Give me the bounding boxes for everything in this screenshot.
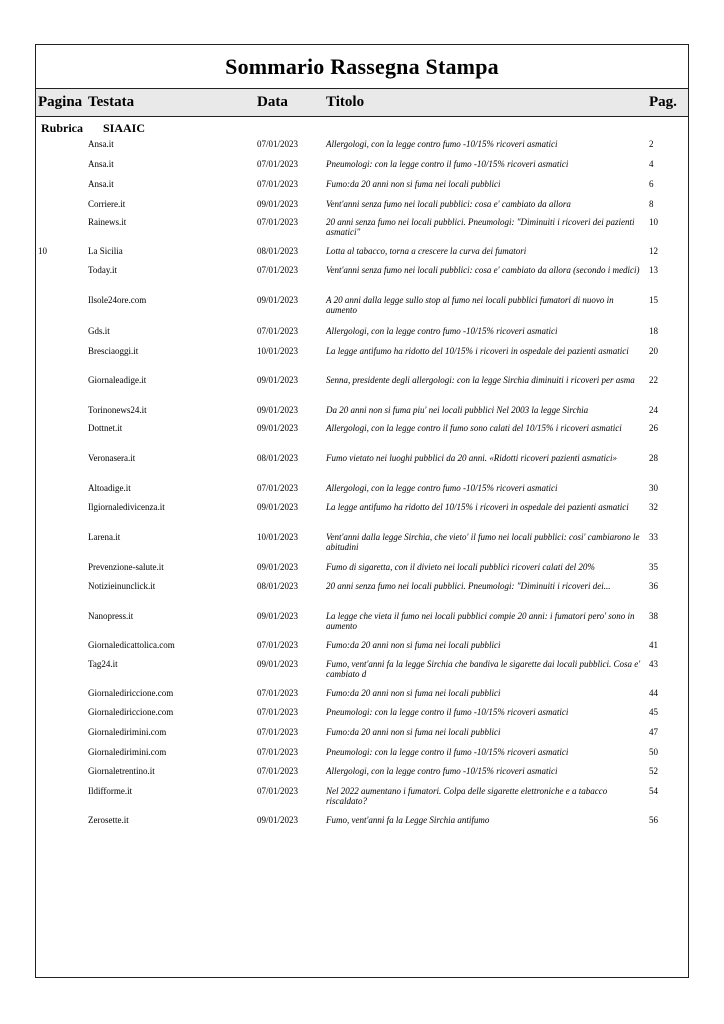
- row-testata: Giornaledicattolica.com: [88, 640, 175, 650]
- row-testata: Rainews.it: [88, 217, 127, 227]
- row-data: 09/01/2023: [257, 423, 299, 433]
- row-data: 09/01/2023: [257, 502, 299, 512]
- row-data: 09/01/2023: [257, 375, 299, 385]
- title-bar: [36, 45, 688, 89]
- row-pag: 15: [649, 295, 658, 305]
- row-titolo: Pneumologi: con la legge contro il fumo -10/15% ricoveri asmatici: [326, 707, 569, 717]
- row-pag: 24: [649, 405, 658, 415]
- row-titolo: Fumo:da 20 anni non si fuma nei locali pubblici: [326, 688, 501, 698]
- row-testata: Prevenzione-salute.it: [88, 562, 164, 572]
- row-titolo: Senna, presidente degli allergologi: con la legge Sirchia diminuiti i ricoveri per asma: [326, 375, 635, 385]
- row-pag: 30: [649, 483, 658, 493]
- row-pag: 35: [649, 562, 658, 572]
- row-pag: 22: [649, 375, 658, 385]
- row-testata: Ansa.it: [88, 159, 114, 169]
- row-titolo: Vent'anni dalla legge Sirchia, che vieto' il fumo nei locali pubblici: cosi' cambiarono le abitudini: [326, 532, 640, 552]
- row-titolo: Vent'anni senza fumo nei locali pubblici: cosa e' cambiato da allora: [326, 199, 571, 209]
- header-titolo: Titolo: [326, 94, 365, 110]
- row-testata: Giornaletrentino.it: [88, 766, 155, 776]
- row-pag: 10: [649, 217, 658, 227]
- row-data: 09/01/2023: [257, 295, 299, 305]
- row-pag: 56: [649, 815, 658, 825]
- row-titolo: Vent'anni senza fumo nei locali pubblici: cosa e' cambiato da allora (secondo i medici): [326, 265, 640, 275]
- row-data: 07/01/2023: [257, 159, 299, 169]
- row-titolo: Fumo vietato nei luoghi pubblici da 20 anni. «Ridotti ricoveri pazienti asmatici»: [326, 453, 617, 463]
- row-testata: Ansa.it: [88, 179, 114, 189]
- row-pag: 4: [649, 159, 654, 169]
- row-data: 10/01/2023: [257, 346, 299, 356]
- row-pag: 54: [649, 786, 658, 796]
- row-testata: Giornaledirimini.com: [88, 727, 167, 737]
- table-header: [36, 89, 688, 117]
- rubrica-name: SIAAIC: [103, 121, 146, 135]
- header-testata: Testata: [88, 94, 135, 110]
- row-testata: Ansa.it: [88, 139, 114, 149]
- row-titolo: Allergologi, con la legge contro il fumo sono calati del 10/15% i ricoveri asmatici: [326, 423, 622, 433]
- row-data: 07/01/2023: [257, 786, 299, 796]
- row-data: 08/01/2023: [257, 246, 299, 256]
- row-pag: 52: [649, 766, 658, 776]
- row-pag: 6: [649, 179, 654, 189]
- row-testata: Torinonews24.it: [88, 405, 147, 415]
- row-titolo: Fumo, vent'anni fa la legge Sirchia che bandiva le sigarette dai locali pubblici. Cosa e' cambiato d: [326, 659, 641, 679]
- row-testata: Bresciaoggi.it: [88, 346, 139, 356]
- row-data: 07/01/2023: [257, 179, 299, 189]
- row-data: 07/01/2023: [257, 766, 299, 776]
- row-testata: Ilsole24ore.com: [88, 295, 147, 305]
- row-testata: Giornalediriccione.com: [88, 688, 174, 698]
- row-titolo: La legge antifumo ha ridotto del 10/15% i ricoveri in ospedale dei pazienti asmatici: [326, 346, 629, 356]
- row-testata: Tag24.it: [88, 659, 118, 669]
- row-testata: Giornalediriccione.com: [88, 707, 174, 717]
- row-titolo: Allergologi, con la legge contro fumo -10/15% ricoveri asmatici: [326, 766, 558, 776]
- row-titolo: Allergologi, con la legge contro fumo -10/15% ricoveri asmatici: [326, 326, 558, 336]
- row-data: 09/01/2023: [257, 815, 299, 825]
- row-testata: Notizieinunclick.it: [88, 581, 156, 591]
- row-data: 09/01/2023: [257, 199, 299, 209]
- rubrica-row: [36, 117, 688, 139]
- row-testata: Ilgiornaledivicenza.it: [88, 502, 165, 512]
- row-pag: 8: [649, 199, 654, 209]
- row-titolo: Fumo:da 20 anni non si fuma nei locali pubblici: [326, 179, 501, 189]
- row-titolo: Fumo, vent'anni fa la Legge Sirchia antifumo: [326, 815, 490, 825]
- row-data: 07/01/2023: [257, 326, 299, 336]
- row-data: 08/01/2023: [257, 453, 299, 463]
- row-testata: Altoadige.it: [88, 483, 131, 493]
- row-pag: 2: [649, 139, 654, 149]
- row-data: 07/01/2023: [257, 747, 299, 757]
- row-pag: 12: [649, 246, 658, 256]
- row-pag: 41: [649, 640, 658, 650]
- header-pagina: Pagina: [38, 94, 83, 110]
- row-data: 07/01/2023: [257, 217, 299, 227]
- row-titolo: Da 20 anni non si fuma piu' nei locali pubblici Nel 2003 la legge Sirchia: [326, 405, 589, 415]
- row-data: 07/01/2023: [257, 265, 299, 275]
- row-titolo: Pneumologi: con la legge contro il fumo -10/15% ricoveri asmatici: [326, 159, 569, 169]
- row-pagina: 10: [38, 246, 47, 256]
- row-titolo: Nel 2022 aumentano i fumatori. Colpa delle sigarette elettroniche e a tabacco riscaldato?: [326, 786, 608, 806]
- row-pag: 45: [649, 707, 658, 717]
- row-titolo: Allergologi, con la legge contro fumo -10/15% ricoveri asmatici: [326, 139, 558, 149]
- row-data: 09/01/2023: [257, 659, 299, 669]
- row-testata: Nanopress.it: [88, 611, 134, 621]
- row-titolo: La legge antifumo ha ridotto del 10/15% i ricoveri in ospedale dei pazienti asmatici: [326, 502, 629, 512]
- row-testata: Ildifforme.it: [88, 786, 133, 796]
- row-data: 08/01/2023: [257, 581, 299, 591]
- row-testata: Giornaleadige.it: [88, 375, 147, 385]
- row-data: 07/01/2023: [257, 688, 299, 698]
- row-titolo: Fumo:da 20 anni non si fuma nei locali pubblici: [326, 640, 501, 650]
- row-data: 09/01/2023: [257, 611, 299, 621]
- row-titolo: Fumo di sigaretta, con il divieto nei locali pubblici ricoveri calati del 20%: [326, 562, 595, 572]
- row-data: 07/01/2023: [257, 139, 299, 149]
- row-pag: 43: [649, 659, 658, 669]
- row-titolo: A 20 anni dalla legge sullo stop al fumo nei locali pubblici fumatori di nuovo in aumento: [326, 295, 614, 315]
- row-titolo: 20 anni senza fumo nei locali pubblici. Pneumologi: "Diminuiti i ricoveri dei...: [326, 581, 611, 591]
- row-data: 07/01/2023: [257, 707, 299, 717]
- row-testata: Giornaledirimini.com: [88, 747, 167, 757]
- row-testata: Veronasera.it: [88, 453, 136, 463]
- row-titolo: La legge che vieta il fumo nei locali pubblici compie 20 anni: i fumatori pero' sono in aumento: [326, 611, 635, 631]
- row-data: 09/01/2023: [257, 405, 299, 415]
- row-testata: Dottnet.it: [88, 423, 123, 433]
- row-testata: Zerosette.it: [88, 815, 129, 825]
- row-testata: La Sicilia: [88, 246, 123, 256]
- row-data: 09/01/2023: [257, 562, 299, 572]
- row-pag: 36: [649, 581, 658, 591]
- row-testata: Larena.it: [88, 532, 121, 542]
- row-pag: 47: [649, 727, 658, 737]
- row-data: 07/01/2023: [257, 727, 299, 737]
- row-pag: 44: [649, 688, 658, 698]
- row-titolo: Lotta al tabacco, torna a crescere la curva dei fumatori: [326, 246, 527, 256]
- row-titolo: Fumo:da 20 anni non si fuma nei locali pubblici: [326, 727, 501, 737]
- header-pag: Pag.: [649, 94, 677, 110]
- row-pag: 28: [649, 453, 658, 463]
- row-testata: Corriere.it: [88, 199, 126, 209]
- row-titolo: 20 anni senza fumo nei locali pubblici. Pneumologi: "Diminuiti i ricoveri dei pazienti asmatici": [326, 217, 635, 237]
- row-pag: 33: [649, 532, 658, 542]
- page-title: Sommario Rassegna Stampa: [225, 53, 499, 79]
- row-pag: 32: [649, 502, 658, 512]
- row-pag: 26: [649, 423, 658, 433]
- row-pag: 50: [649, 747, 658, 757]
- summary-frame: [35, 44, 689, 978]
- header-data: Data: [257, 94, 288, 110]
- row-data: 10/01/2023: [257, 532, 299, 542]
- row-testata: Today.it: [88, 265, 118, 275]
- row-data: 07/01/2023: [257, 483, 299, 493]
- row-titolo: Allergologi, con la legge contro fumo -10/15% ricoveri asmatici: [326, 483, 558, 493]
- row-titolo: Pneumologi: con la legge contro il fumo -10/15% ricoveri asmatici: [326, 747, 569, 757]
- row-pag: 20: [649, 346, 658, 356]
- row-data: 07/01/2023: [257, 640, 299, 650]
- row-pag: 38: [649, 611, 658, 621]
- row-testata: Gds.it: [88, 326, 110, 336]
- rubrica-label: Rubrica: [41, 121, 83, 135]
- row-pag: 18: [649, 326, 658, 336]
- row-pag: 13: [649, 265, 658, 275]
